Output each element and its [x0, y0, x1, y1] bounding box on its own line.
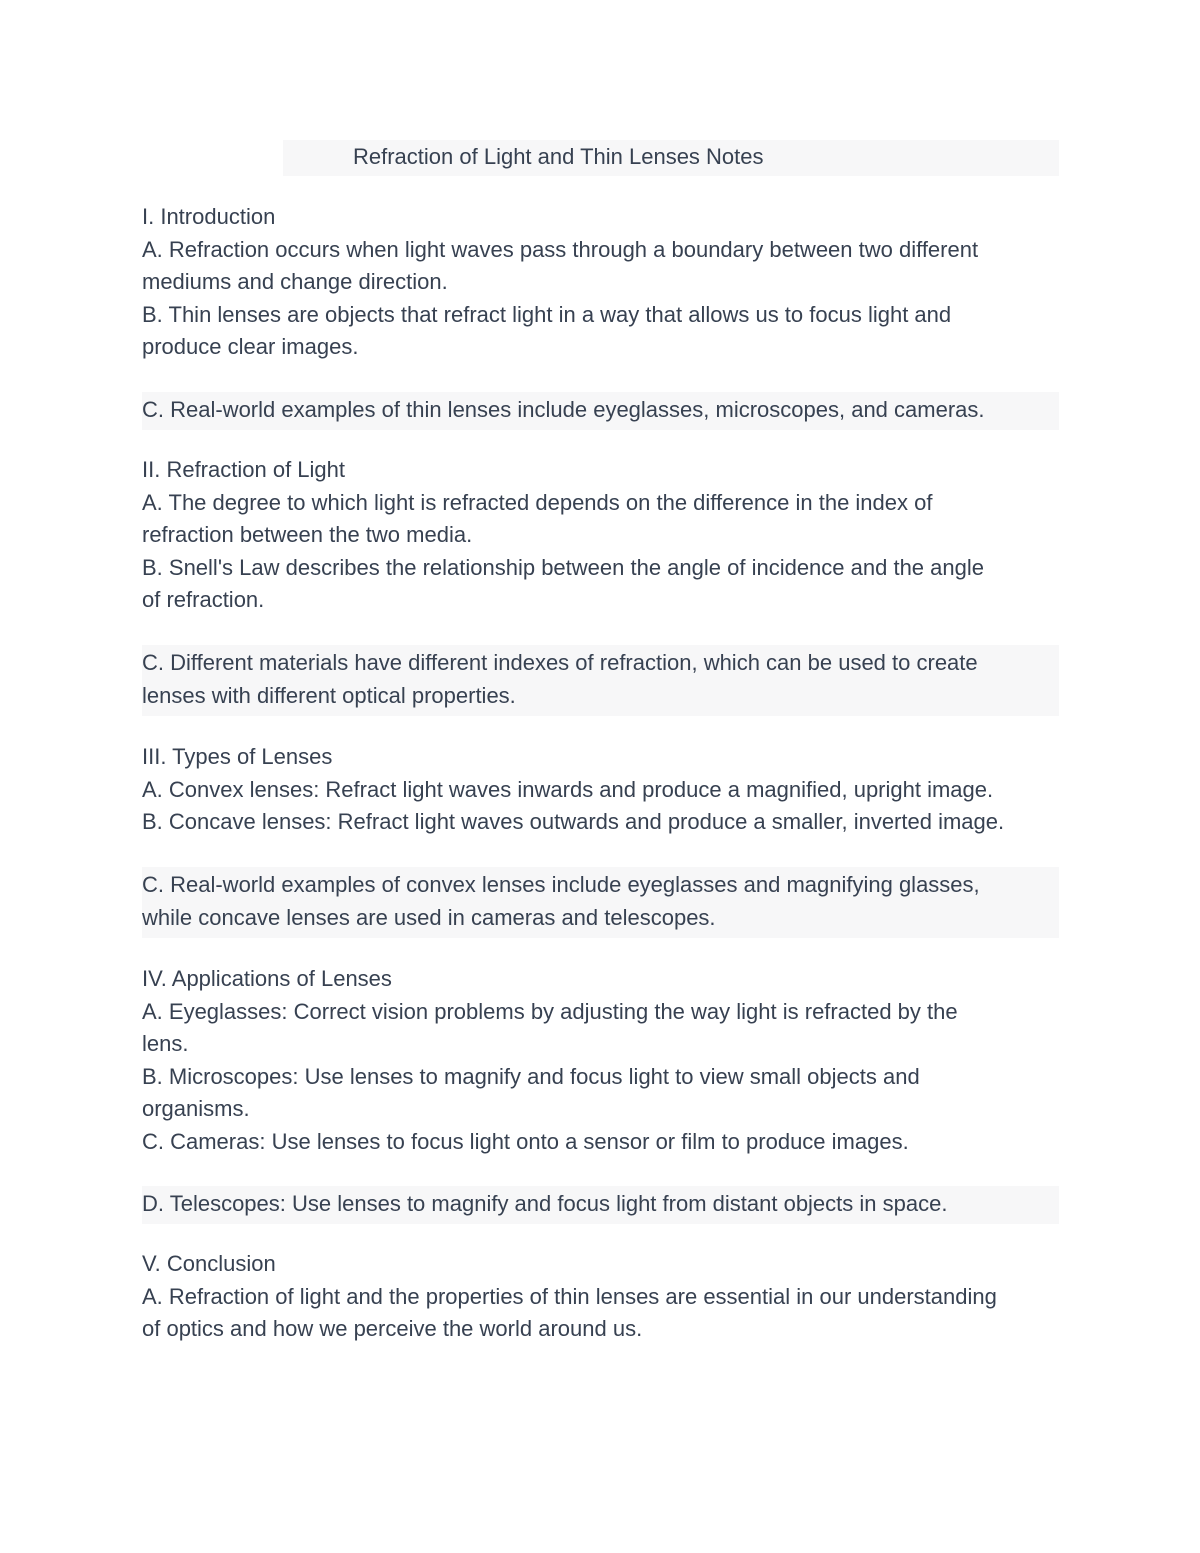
section-line: A. Eyeglasses: Correct vision problems by adjusting the way light is refracted by the [142, 998, 958, 1024]
section-applications-of-lenses [142, 963, 1059, 1158]
highlight-line: while concave lenses are used in cameras and telescopes. [142, 904, 716, 930]
section-introduction-highlight [142, 394, 1059, 427]
section-types-of-lenses [142, 741, 1059, 839]
section-line: mediums and change direction. [142, 269, 448, 294]
section-line: B. Thin lenses are objects that refract light in a way that allows us to focus light and [142, 301, 952, 327]
highlight-line: C. Different materials have different indexes of refraction, which can be used to create [142, 650, 978, 675]
section-line: B. Snell's Law describes the relationship between the angle of incidence and the angle [142, 554, 984, 580]
section-refraction-of-light [142, 454, 1059, 617]
section-line: A. The degree to which light is refracted depends on the difference in the index of [142, 489, 933, 515]
highlight-line: C. Real-world examples of convex lenses include eyeglasses and magnifying glasses, [142, 872, 980, 897]
section-conclusion [142, 1248, 1059, 1346]
section-line: refraction between the two media. [142, 522, 473, 547]
title-bar [283, 140, 1059, 176]
section-line: organisms. [142, 1096, 250, 1121]
section-line: A. Convex lenses: Refract light waves inwards and produce a magnified, upright image. [142, 776, 994, 802]
section-heading: II. Refraction of Light [142, 457, 345, 482]
section-line: produce clear images. [142, 334, 359, 359]
highlight-line: D. Telescopes: Use lenses to magnify and focus light from distant objects in space. [142, 1191, 948, 1216]
highlight-line: C. Real-world examples of thin lenses include eyeglasses, microscopes, and cameras. [142, 397, 985, 422]
section-heading: I. Introduction [142, 204, 276, 229]
section-introduction [142, 201, 1059, 364]
section-line: A. Refraction occurs when light waves pass through a boundary between two different [142, 236, 979, 262]
section-heading: IV. Applications of Lenses [142, 966, 392, 991]
section-applications-highlight [142, 1188, 1059, 1221]
document-title: Refraction of Light and Thin Lenses Notes [353, 144, 764, 169]
section-line: B. Microscopes: Use lenses to magnify and focus light to view small objects and [142, 1063, 920, 1089]
section-heading: III. Types of Lenses [142, 744, 333, 769]
section-types-highlight [142, 869, 1059, 934]
section-line: A. Refraction of light and the properties of thin lenses are essential in our understanding [142, 1283, 997, 1309]
section-line: B. Concave lenses: Refract light waves outwards and produce a smaller, inverted image. [142, 809, 1005, 834]
highlight-line: lenses with different optical properties. [142, 682, 516, 708]
section-line: of refraction. [142, 587, 265, 612]
section-line: lens. [142, 1031, 189, 1056]
section-refraction-highlight [142, 647, 1059, 712]
section-line: C. Cameras: Use lenses to focus light onto a sensor or film to produce images. [142, 1128, 909, 1154]
section-heading: V. Conclusion [142, 1251, 276, 1276]
section-line: of optics and how we perceive the world around us. [142, 1316, 643, 1341]
